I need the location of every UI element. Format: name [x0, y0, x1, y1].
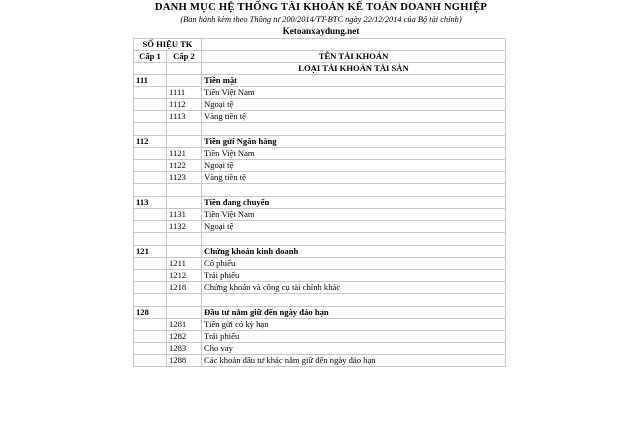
document-title: DANH MỤC HỆ THỐNG TÀI KHOẢN KẾ TOÁN DOANH NGHIỆP	[154, 2, 488, 13]
cell-account-name	[202, 294, 506, 307]
cell-cap2: 1111	[167, 87, 202, 99]
cell-account-name: Chứng khoán kinh doanh	[202, 246, 506, 258]
cell-account-name: Trái phiếu	[202, 331, 506, 343]
cell-account-name: Tiền đang chuyển	[202, 197, 506, 209]
document-subtitle: (Ban hành kèm theo Thông tư 200/2014/TT-BTC ngày 22/12/2014 của Bộ tài chính)	[180, 15, 462, 24]
cell-account-name: Chứng khoán và công cụ tài chính khác	[202, 282, 506, 294]
cell-cap2: 1282	[167, 331, 202, 343]
document-watermark: Ketoanxaydung.net	[282, 26, 360, 36]
cell-account-name: Tiền mặt	[202, 75, 506, 87]
cell-account-name	[202, 184, 506, 197]
cell-account-name: Cho vay	[202, 343, 506, 355]
cell-cap2: 1283	[167, 343, 202, 355]
section-blank-cap2	[167, 63, 202, 75]
cell-cap1	[134, 99, 167, 111]
header-cap-1: Cấp 1	[134, 51, 167, 63]
cell-cap2: 1122	[167, 160, 202, 172]
cell-cap1	[134, 282, 167, 294]
table-row	[134, 319, 506, 331]
table-row	[134, 221, 506, 233]
cell-cap2	[167, 307, 202, 319]
table-spacer-row	[134, 184, 506, 197]
table-row	[134, 99, 506, 111]
table-row	[134, 246, 506, 258]
cell-account-name: Tiền Việt Nam	[202, 148, 506, 160]
table-row	[134, 197, 506, 209]
cell-cap2	[167, 123, 202, 136]
cell-cap1: 113	[134, 197, 167, 209]
cell-account-name: Tiền gửi có kỳ hạn	[202, 319, 506, 331]
section-blank-cap1	[134, 63, 167, 75]
cell-cap2: 1131	[167, 209, 202, 221]
cell-account-name: Ngoại tệ	[202, 221, 506, 233]
cell-cap1	[134, 148, 167, 160]
table-row	[134, 111, 506, 123]
table-row	[134, 209, 506, 221]
table-row	[134, 87, 506, 99]
cell-cap1	[134, 221, 167, 233]
cell-cap1	[134, 331, 167, 343]
cell-cap2	[167, 294, 202, 307]
header-cap-2: Cấp 2	[167, 51, 202, 63]
cell-cap2: 1288	[167, 355, 202, 367]
cell-account-name: Tiền gửi Ngân hàng	[202, 136, 506, 148]
cell-account-name: Cổ phiếu	[202, 258, 506, 270]
cell-account-name: Vàng tiền tệ	[202, 111, 506, 123]
table-row	[134, 136, 506, 148]
cell-account-name: Tiền Việt Nam	[202, 87, 506, 99]
header-ten-tai-khoan: TÊN TÀI KHOẢN	[202, 51, 506, 63]
table-header-row-levels	[134, 51, 506, 63]
cell-cap2	[167, 184, 202, 197]
cell-cap2: 1211	[167, 258, 202, 270]
header-blank-cell	[202, 39, 506, 51]
cell-cap2	[167, 75, 202, 87]
cell-cap2: 1121	[167, 148, 202, 160]
cell-cap2: 1113	[167, 111, 202, 123]
cell-cap2: 1218	[167, 282, 202, 294]
cell-account-name: Các khoản đầu tư khác nắm giữ đến ngày đáo hạn	[202, 355, 506, 367]
table-row	[134, 343, 506, 355]
cell-cap2: 1112	[167, 99, 202, 111]
cell-account-name: Vàng tiền tệ	[202, 172, 506, 184]
cell-account-name: Ngoại tệ	[202, 160, 506, 172]
table-row	[134, 331, 506, 343]
cell-cap1	[134, 258, 167, 270]
cell-cap1	[134, 87, 167, 99]
cell-cap1	[134, 270, 167, 282]
cell-cap1	[134, 355, 167, 367]
cell-cap2: 1212	[167, 270, 202, 282]
table-row	[134, 270, 506, 282]
table-header-row-title	[134, 39, 506, 51]
cell-cap1	[134, 209, 167, 221]
cell-cap1	[134, 160, 167, 172]
table-row	[134, 258, 506, 270]
cell-cap1: 112	[134, 136, 167, 148]
cell-cap1	[134, 184, 167, 197]
table-row	[134, 355, 506, 367]
table-row	[134, 75, 506, 87]
table-body	[134, 39, 506, 367]
cell-account-name: Ngoại tệ	[202, 99, 506, 111]
cell-cap2	[167, 233, 202, 246]
header-so-hieu-tk: SỐ HIỆU TK	[134, 39, 202, 51]
cell-cap2: 1132	[167, 221, 202, 233]
table-row	[134, 172, 506, 184]
section-title-loai-tai-khoan: LOẠI TÀI KHOẢN TÀI SẢN	[202, 63, 506, 75]
cell-cap1	[134, 111, 167, 123]
table-section-row	[134, 63, 506, 75]
cell-account-name: Tiền Việt Nam	[202, 209, 506, 221]
cell-cap2	[167, 246, 202, 258]
table-spacer-row	[134, 233, 506, 246]
cell-cap1	[134, 319, 167, 331]
cell-cap2: 1281	[167, 319, 202, 331]
cell-cap1: 128	[134, 307, 167, 319]
cell-cap1	[134, 123, 167, 136]
cell-cap2: 1123	[167, 172, 202, 184]
table-spacer-row	[134, 294, 506, 307]
cell-cap1	[134, 233, 167, 246]
cell-cap2	[167, 197, 202, 209]
table-row	[134, 307, 506, 319]
table-row	[134, 160, 506, 172]
document-header	[133, 0, 509, 37]
cell-account-name: Trái phiếu	[202, 270, 506, 282]
cell-account-name	[202, 233, 506, 246]
cell-account-name	[202, 123, 506, 136]
account-list-table	[133, 38, 506, 367]
cell-account-name: Đầu tư nắm giữ đến ngày đáo hạn	[202, 307, 506, 319]
cell-cap1: 111	[134, 75, 167, 87]
table-spacer-row	[134, 123, 506, 136]
cell-cap1	[134, 172, 167, 184]
cell-cap1	[134, 294, 167, 307]
cell-cap2	[167, 136, 202, 148]
table-row	[134, 148, 506, 160]
table-row	[134, 282, 506, 294]
cell-cap1: 121	[134, 246, 167, 258]
cell-cap1	[134, 343, 167, 355]
